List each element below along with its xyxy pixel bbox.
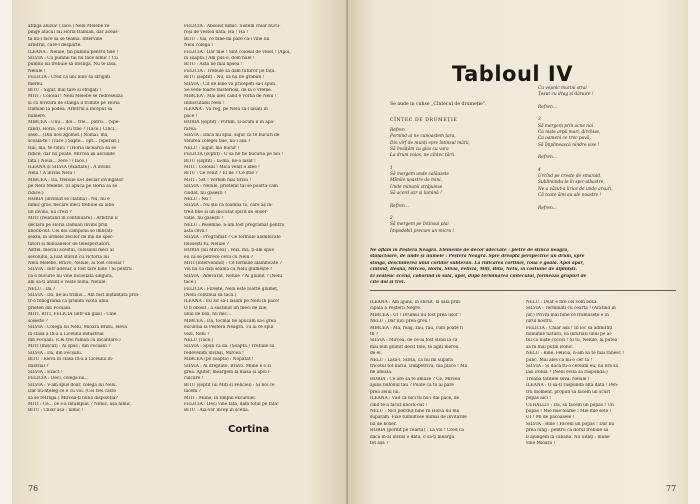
text-line: CEHALLIT : Da, să facem un popas ! Un [526, 402, 614, 408]
text-line: pace ! [184, 113, 198, 119]
text-line: de el. [370, 351, 382, 357]
text-line: Hai, mă, te ridici ? (Horia încearcă să se [28, 145, 117, 151]
text-line: SILVIA : Adevărat, Nelule ? Ai glumit ? (Nelu [184, 273, 282, 279]
text-line: culcare ! [184, 376, 204, 382]
text-line: BITU : Aia-vor încep în scenă. [184, 408, 250, 414]
text-line: treit fine și un discutat spirit de obser- [184, 209, 269, 215]
poem-line: 2 [390, 216, 393, 222]
text-line: NELU : Pesemne, n-am fost programat pentru [184, 222, 285, 228]
text-line: FELICIA : Firește, Nelu este foarte glumeț, [184, 286, 279, 292]
text-line: scoală-te ! (Tace.) Șapte... opt... (Speriat.) [28, 139, 120, 145]
text-line: BITU (șoptit) : Nu, să nu ne grăbim ! [184, 75, 265, 81]
poem-line: Să mergem pe întinsul plai [390, 222, 449, 228]
text-line: arbitrul, care-i desparte. [28, 43, 82, 49]
poem-line: Refren... [538, 104, 557, 110]
text-line: dacă m-ai învins o dată, o să-ți meargă [370, 434, 455, 440]
stage-direction-line: stînga, deschiderea unui coridor subteran. La ridicarea cortinei, roua e goală. Apoi apar, [370, 260, 584, 266]
page-edge-right [688, 0, 700, 504]
stage-direction-line: Ei seateuc scena, coborînd în sală, apoi, după terminarea cîntecului, formează grupuri de [370, 273, 587, 279]
text-line: redevenim învinși, Mircea ! [184, 350, 244, 356]
text-line: NELU : Da ? [28, 286, 55, 292]
text-line: MIRCEA : Mă, roag, zău, rau, cum poate fi [370, 325, 463, 331]
text-line: BITU (șoptit lui Miți și Feliciei) : Și noi ce [184, 382, 275, 388]
text-line: MIRCEA (pe șoaptă) : Nopătat ! [184, 357, 254, 363]
poem-line: Să învățăm cu glas cu vara [390, 146, 449, 152]
stage-direction [370, 248, 676, 286]
text-line: ta nu-l face să se teamă. Intervine [28, 36, 103, 42]
text-line: tot așa ? [370, 440, 389, 446]
text-line: eu că se petrece ceva cu Nelu ? [184, 254, 254, 260]
text-line: fața.) Nouă... zece ! (Tace.) [28, 158, 87, 164]
stage-direction-line: cîte doi și trei. [370, 280, 406, 286]
poem-line: 1 [390, 165, 393, 171]
text-line: FELICIA : Absolut nimic. Sistem chiar bucu- [184, 24, 281, 29]
text-line: am să-ți anunț o veste bună, Nelule. [28, 280, 107, 286]
text-line: mereu. [28, 81, 44, 87]
text-line: vație, nu găsești ? [184, 216, 224, 222]
text-line: Dar nu-nțeleg ce e cu voi. (Cei trei către [28, 389, 116, 395]
text-line: SILVIA : Da, ne-au trimis... Am fost înștiințată prin- [28, 293, 140, 299]
poem-line: 3 [538, 117, 541, 123]
text-line: Treaba tătitele seva, Nelule ! [526, 376, 590, 382]
text-line: SILVIA : Și dacă tu-o ceream eu, nu era să [526, 364, 619, 370]
song-stanzas-right [538, 86, 678, 212]
text-line: jurul nostru. [526, 319, 554, 325]
text-line: FELICIA : Cred că uni bine să strigăți [28, 75, 111, 81]
text-line: ILEANA : Vă rog, pe Nelu să-l lăsați în [184, 107, 268, 113]
text-line: cipală a Peșterii Negre. [370, 306, 422, 312]
text-line: numere. [28, 113, 47, 119]
right-column-1 [370, 300, 518, 470]
poem-line: Să mergem unde calăuzele [390, 172, 449, 178]
text-line: FELICIA : Trebuie să dăm tuturor pe față. [184, 68, 276, 74]
page-number-right: 77 [666, 484, 677, 493]
left-column-2 [184, 24, 336, 414]
text-line: FELICIA : Deci, colega lui... [28, 376, 89, 382]
left-page [12, 0, 348, 504]
text-line: HORIA (învinuit se clatină) : Nu, nu e [28, 196, 110, 202]
stage-direction-line: cîntînd, Ileana, Mircea, Horia, Silvia, Felicia, Miți, Bitu, Nelu, în costume de alpiniști. [370, 267, 578, 273]
page-number-left: 76 [28, 484, 39, 493]
text-line: dustrial ? [28, 363, 49, 369]
text-line: lași ironia ? (Nelu evită să răspundă.) [526, 370, 608, 376]
text-line: NELU : Nici pierdut bine rii Horia nu mă [370, 408, 460, 414]
stage-direction-line: stalactoare, de unde și numele : Peștera Neagră. Spre dreapta perspective un drum, spre [370, 254, 585, 260]
text-line: ridice, dar nu poate. Mircea își ascunde [28, 152, 115, 158]
separator-line [370, 290, 676, 291]
text-line: cînd te-a făcut knock-out ! [370, 402, 428, 408]
right-page [348, 0, 688, 504]
poem-line: Urcînd pe creste de smarald, [538, 174, 602, 180]
text-line: FELICIA : Chiar așa ! In loc să admirați [526, 325, 613, 331]
text-line: UI ! Mi de păcoasele ! [526, 415, 575, 421]
text-line: un învins, nu crezi ? [28, 209, 72, 215]
text-line: asta ceva ! [184, 229, 208, 234]
text-line: BITU : Vai, ce bine-mi pare că-i vine lui [184, 36, 270, 42]
text-line: MITI : Ce... ce s-a întâmplat ? Nimic, așa nimic, [28, 401, 132, 407]
text-line: jur.) Priviți mai bine ce frumusețe e în [526, 312, 609, 318]
text-line: O fi obosit : a sustinut un meci de zile, [184, 305, 268, 311]
text-line: SILVIA : Dacă nu spui, sigur că te bucuri de [184, 132, 280, 138]
text-line: NELU : Nu ! [184, 196, 211, 202]
text-line: grea. Ajutor, meargem la masă și apoi l- [184, 369, 271, 375]
poem-line: 4 [538, 167, 541, 173]
text-line: prieten din Focșani. [28, 305, 72, 311]
text-line: ILEANA : Nelule, țin pumnii pentru tine ! [28, 49, 119, 55]
poem-line: Refren [390, 128, 405, 133]
text-line: SILVIA : Ai dreptate. Bravo. Mîine e o zi [184, 363, 272, 369]
poem-line: Refren... [538, 155, 557, 161]
text-line: pinge atacul lui Horia Damian, dar aceas- [28, 30, 119, 36]
poem-line: Refren... [390, 203, 409, 209]
song-title: CÎNTEC DE DRUMEȚIE [390, 118, 458, 123]
text-line: șează, în urmele zecilor de mii de spec- [28, 235, 114, 241]
text-line: ILEANA : O să-ți răspundă altă dată ! Pen- [526, 383, 619, 389]
poem-line: Subliniindu-le în spic-albastre, [538, 180, 605, 186]
text-line: declară pe Horia Damian învins prin [28, 222, 108, 228]
text-line: SILVIA : Colega lui Nelu, Mioara Bratu, elevă [28, 325, 127, 331]
text-line: pe Nelu Melebe. (Il apucă pe Horia să se [28, 184, 118, 190]
text-line: minunile naturii, vă înfuriați unul pe al- [526, 332, 613, 338]
text-line: SILVIA : Cu pumnii tăi nu face nimic ! Cu [28, 56, 118, 62]
text-line: SILVIA : Programat ? Ce formule alambicate [184, 235, 281, 241]
poem-line: Să mergem prin ocne noi [538, 123, 593, 129]
text-line: MITI : Mîine, în timpul excursiei. [184, 395, 257, 401]
poem-line: Ca oameni ce trec pavă, [538, 136, 591, 142]
text-line: MITI (relatând în continuare) : Arbitrul îl [28, 216, 118, 222]
text-line: tr-o fonogramă că primim vizita unui [28, 299, 109, 305]
text-line: supăram. Fixe tumultose numai de învitarile [370, 415, 467, 421]
text-line: pumnii lui trebuie să învingă. Nu te lăsa, [28, 62, 117, 68]
text-line: SILVIA : Da, din Focșani. [28, 350, 83, 356]
text-line: ILEANA : Văd că nici tu nu-i dai pace, de [370, 396, 460, 402]
text-line: prea zelul lui. [370, 389, 400, 395]
text-line: Se vede foarte misterioși, de la o vreme. [184, 88, 273, 94]
text-line: Nelule ! [28, 68, 46, 74]
text-line: excursia la Peștera Neagră. Tu ai ce spui [184, 325, 274, 331]
text-line: Indiscutabil Nelu ! [184, 100, 225, 106]
text-line: NELU : Sigur, mă bucur ! [184, 145, 240, 151]
poem-line: Cu vepnic murini strai [538, 86, 587, 91]
text-line: Nelu colega ! [184, 43, 214, 49]
text-line: tul ca niște cocoși ! Și tu, Nelule, ai putea [526, 338, 618, 344]
text-line: nimic grav, fiecare meci trebuie să aibă [28, 203, 114, 209]
text-line: soseste ? [28, 318, 48, 324]
text-line: tatori și milioanelor de telespectatori. [28, 241, 111, 247]
text-line: că o bucurie nu vine niciodată singură, [28, 273, 114, 279]
text-line: popas ! Mie mie foame ! Mie mie sete ! [526, 408, 612, 414]
text-line: NELU (Tace.) [184, 337, 214, 343]
text-line: ILEANA și SILVIA (exaltate) : A învins [28, 164, 111, 170]
text-line: SILVIA : V-am spus doar, colega lui Nelu. [28, 382, 118, 388]
text-line: și cu lovitura de stânga îl trimite pe Horia [28, 100, 120, 106]
poem-line: Țesut cu drag și dăruire ! [538, 92, 594, 98]
text-line: SILVIA : Nelule, prietenii tăi se poartă cam [184, 184, 278, 190]
text-line: șase... (Din nou zgomot.) Nomai, mă, [28, 132, 109, 138]
poem-line: Pornind ai ne cunoaștem țara, [390, 134, 456, 140]
text-line: MIRCEA : Mai ales când e vorba de Nelu ! [184, 94, 277, 100]
poem-line: Să acord azr și lumină ! [390, 190, 442, 196]
text-line: SILVIA : Bine ! Facem un popas ! Dar nu [526, 421, 615, 427]
poem-line: Mîinile noastre de mini, [390, 178, 442, 184]
text-line: BITU : Elevă în clasa IX-a a Liceului in- [28, 357, 114, 363]
end-mark-cortina: Cortina [228, 424, 270, 435]
text-line: ILEANA : Am ajuns, în sfîrșit, la sala prin- [370, 300, 462, 305]
text-line: MIRCEA : Uf ! Drumul nu fost prea ușor ! [370, 312, 461, 318]
poem-line: Refren... [538, 205, 557, 211]
text-line: prea lung : pentru că dorul trebuie să [526, 428, 609, 434]
text-line: MIRCEA : Da, trebuie să-l declar învingător [28, 177, 124, 183]
scene-title: Tabloul IV [452, 62, 573, 86]
text-line: unul de box, nu mic... [184, 312, 232, 318]
poem-line: Împodobit precum un micru ! [390, 228, 455, 234]
text-line: punc. Mai ales că mi-o cer ta ! [526, 357, 593, 363]
text-line: ILEANA : Eu zic să-l lăsăm pe Nelu în pace! [184, 299, 280, 305]
text-line: SILVIA : Terminati cu cearta ! (Arătînd în [526, 306, 616, 312]
text-line: să se retragă.) Mircea-ți bună dispoziția? [28, 395, 118, 401]
page-edge-left [0, 0, 12, 504]
text-line: SILVIA : Cît de bine vă pricepeți să-i spun. [184, 81, 277, 87]
text-line: Nelu Melebe. Bravo, Nelule, ai fost colosal ! [28, 261, 125, 267]
text-line: MITI, BITI, FELICIA (într-un glas) : Cine [28, 312, 117, 318]
text-line: BITU (șoptit) : Ia-mă, ne-a lăsat ! [184, 158, 256, 164]
text-line: (Nelu continuă să tacă.) [184, 293, 237, 299]
text-line: din Focșani. (Cei trei râmân cu încântare.) [28, 337, 121, 343]
text-line: ajuns bufonul tău ? Poate că tu ai pare [370, 383, 454, 389]
text-line: MITI (mișcat) : Ai spus : din Focșani ? [28, 344, 111, 350]
text-line: NELU : Doar e fire cei vom boxa. [526, 300, 598, 305]
text-line: SILVIA : Nu știi că toamnă to, care aș în- [184, 203, 273, 209]
song-stanzas-left [390, 128, 530, 235]
text-line: FELICIA : Dar mie ! Sînt colosal de vesel ! (Apoi, [184, 49, 291, 55]
text-line: lui de boxer. [370, 421, 397, 427]
text-line: rarea. [184, 126, 198, 132]
text-line: secolului, a luat sfârșit cu victoria lui [28, 254, 109, 260]
text-line: BITU : Asta ne mai lipsea ! [184, 62, 243, 68]
text-line: BITU : Ce venit ? El ne ? Ce știe ? [184, 171, 258, 177]
text-line: HORIA : Ce are să te amuze ? Ce, Mircea [370, 376, 461, 382]
text-line: Astfel, meciul acestui, colosalul meci al [28, 248, 114, 254]
text-line: MITI : Sst ! Vorbim mai tîrziu ! [184, 177, 252, 183]
text-line: MITI (intervenind) : Ce formule alambicate ? [184, 261, 282, 267]
text-line: FELICIA : Deci vine fata, dăm totul pe față! [184, 401, 279, 407]
poem-line: Ca niște arpii mari, dirchise, [538, 130, 601, 136]
text-line: facem ? [184, 389, 201, 395]
text-line: vine Mioara ! [526, 440, 556, 446]
poem-line: Să împlinească nindre vise ! [538, 142, 600, 148]
text-line: FELICIA (șoptit) : O să ne fie bucuria pe noi ! [184, 152, 284, 158]
text-line: MITI : Colosal ! Mica venit o idee ! [184, 164, 260, 170]
text-line: HORIA (șoptit) : Poftim, și-acum îl în apă- [184, 120, 275, 126]
text-line: Nelu ! A învins Nelu ! [28, 171, 76, 177]
text-line: SILVIA : Exact ! [28, 369, 63, 375]
text-line: în șoaptă.) Am pus-o, dom'nule ! [184, 56, 255, 62]
scene-subtitle: Se aude in culise „Cîntecul de drumeție”. [390, 102, 487, 107]
stage-direction-line: Ne aflăm în Peștera Neagră. Elemente de decor adecvate : pietre de stîncă neagră, [370, 248, 569, 253]
text-line: ciudat, nu găsești ? [184, 190, 227, 196]
text-line: popas aici ! [526, 396, 552, 402]
text-line: rând). Horia, ce-i cu tine ? (Tace.) Cinci... [28, 126, 119, 132]
text-line: NELU : Dar nici prea greu ! [370, 319, 431, 325]
text-line: HORIA (pornit pe ceartă) : La voi ! Cred că [370, 428, 464, 434]
poem-line: Din vîrf de munți spre întinsul mării, [390, 140, 470, 146]
text-line: MITI : Colosal ! Nelu Melebe se redresează [28, 94, 123, 100]
text-line: SILVIA : Într-adevăr, a fost tare bine ! Și pentru [28, 267, 132, 273]
text-line: HORIA (lui Mircea) : Vezi, mă, ți-am spus [184, 248, 274, 254]
text-line: venirea colegei tale, nu-i așa ? [184, 139, 251, 145]
poem-line: La drum voios, ne cîntec țării. [390, 153, 456, 159]
text-line: BITU : Sigur, mai tare și strigăți ! [28, 88, 102, 94]
text-line: Damian la podea. Arbitrul a început să [28, 107, 113, 113]
text-line: îl ajungem la cabană. Nu uitați : mîine [526, 434, 610, 440]
text-line: vezi, Nelu ? [184, 331, 210, 337]
text-line: atingă aluzia! (Tace.) Nelu Melebe re- [28, 24, 111, 29]
text-line: mai bun glumit decît tine, te agiți mereu [370, 344, 459, 350]
poem-line: Ne-a văzut-a lirice de unde arsuri, [538, 186, 613, 192]
poem-line: Că toate ăini au ale noastre ! [538, 193, 602, 199]
text-line: NELU : Bine, Felicia, n-am să te mai rănesc ! [526, 351, 624, 357]
text-line: SILVIA : Spun că da. (Șoaptă.) Trebuie să [184, 344, 275, 350]
text-line: tace.) [184, 280, 197, 286]
text-line: roși de vestea dată. Ha ! Ha ! [184, 30, 249, 36]
text-line: SILVIA : Mircea, de ce-ai fost stînd la câ [370, 338, 458, 344]
text-line: BITU : Chiar așa : nimic ! [28, 408, 84, 414]
right-column-2 [526, 300, 676, 470]
text-line: Voi nu vă dați seama că Nelu glumește ? [184, 267, 273, 273]
text-line: să fii mai puțin ironic. [526, 344, 574, 350]
text-line: în clasa a IX-a a Liceului industrial [28, 331, 104, 337]
text-line: NELU : Lasă-l, Silvia, că nu mi supără [370, 357, 453, 363]
poem-line: Unde minunii străjuiese [390, 184, 443, 190]
left-column-1 [28, 24, 179, 434]
text-line: MIRCEA : Unu... doi... trei... patru... (Spe- [28, 120, 120, 126]
text-line: folosești tu, Nelule ? [184, 241, 229, 247]
text-line: tu ? [370, 332, 379, 338]
text-line: tricotul tot ilarul. Dimpotrivă, mă place ! Mă [370, 364, 468, 370]
text-line: tru moment, propun să facem un scurt [526, 389, 611, 395]
text-line: ridice.) [28, 190, 44, 196]
text-line: knock-out. Cei doi campioni se îmbrăți- [28, 229, 114, 234]
text-line: MIRCEA : Da, tocmai ne apucăm să-i grea [184, 318, 276, 324]
text-line: ne amuză. [370, 370, 393, 376]
